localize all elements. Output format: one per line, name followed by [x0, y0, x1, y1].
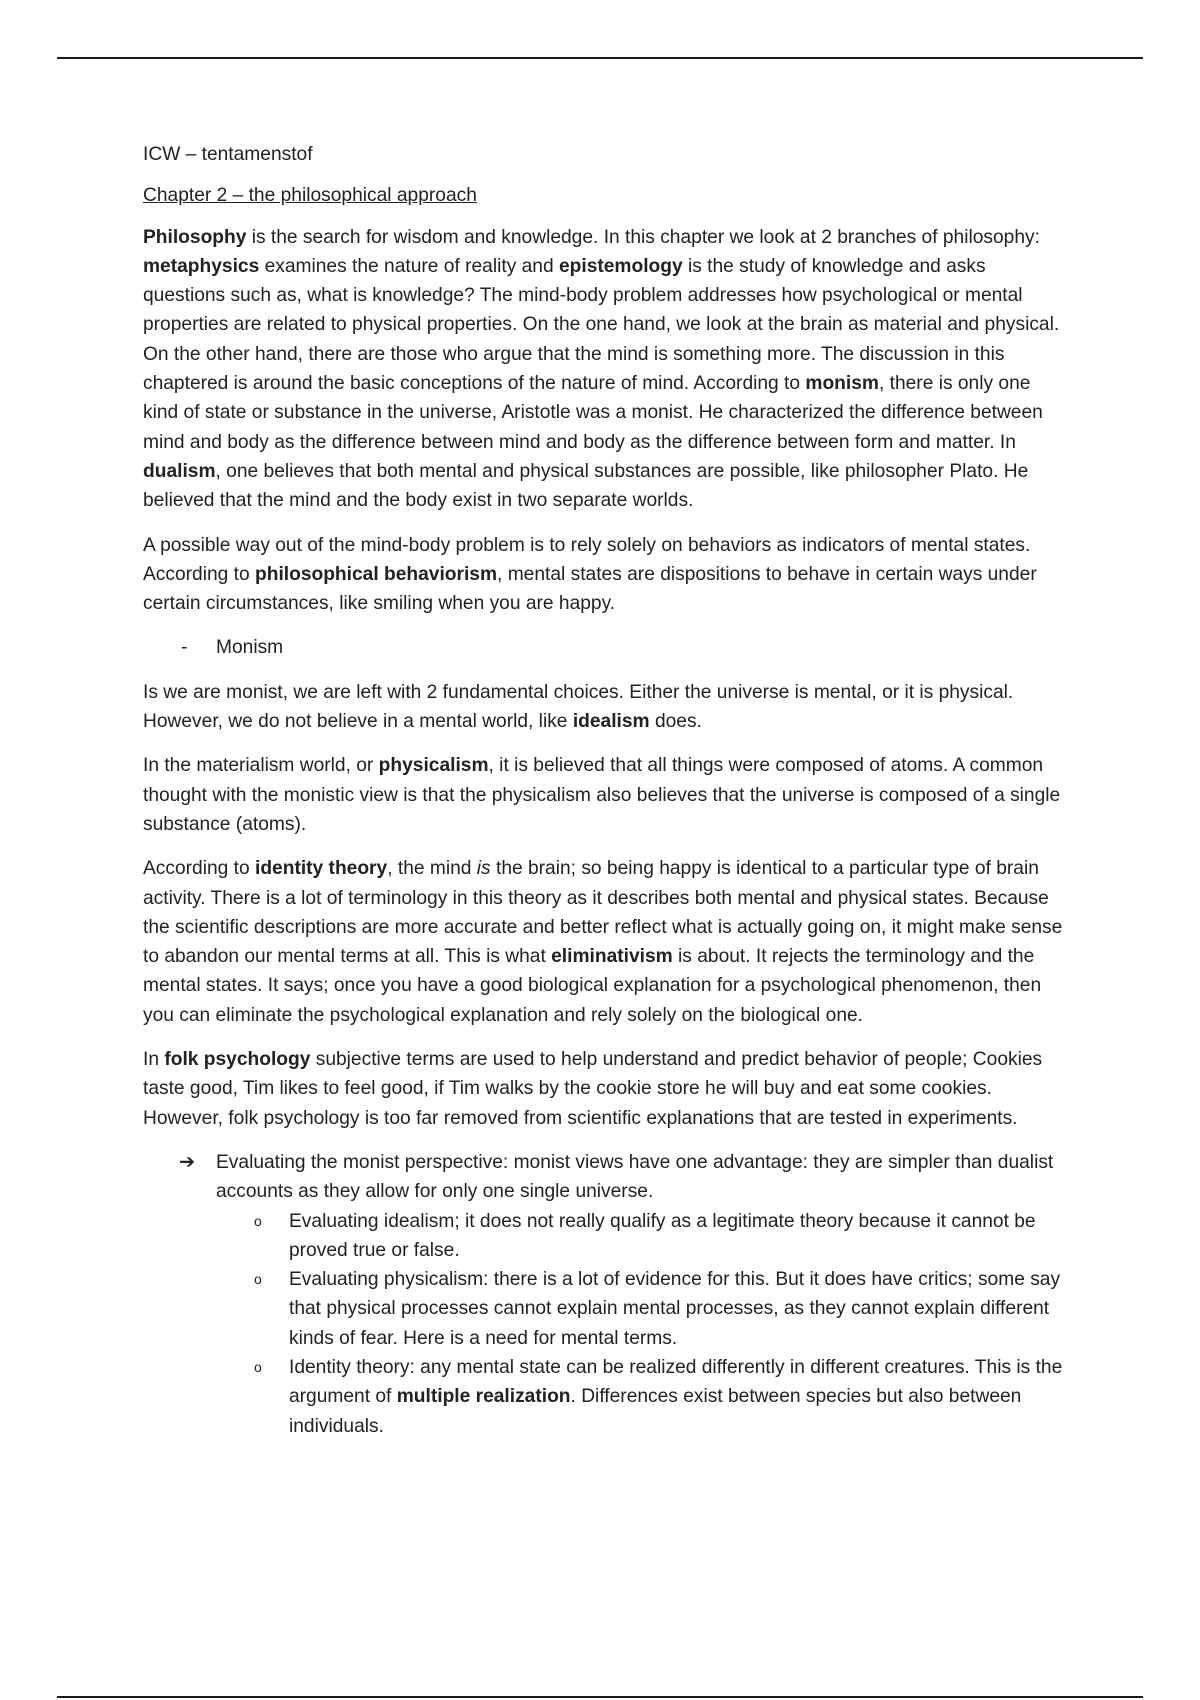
paragraph-folk-psychology — [143, 1045, 1063, 1133]
term-physicalism: physicalism — [378, 755, 489, 777]
dash-bullet: - — [181, 637, 188, 659]
sublist-item-identity-theory — [216, 1353, 1063, 1441]
text-span: is the study of knowledge and asks questions such as, what is knowledge? The mind-body problem addresses how psychological or mental properties are related to physical properties. On the one hand, we look at the brain as material and physical. On the other hand, there are those who argue that the mind is something more. The discussion in this chaptered is around the basic conceptions of the nature of mind. According to — [143, 255, 1060, 395]
chapter-heading: Chapter 2 – the philosophical approach — [143, 185, 477, 207]
list-item-label: Monism — [216, 637, 284, 659]
arrow-right-icon: ➔ — [179, 1151, 196, 1173]
text-span: According to — [143, 858, 255, 880]
text-span: , it is believed that all things were composed of atoms. A common thought with the monistic view is that the physicalism also believes that the universe is composed of a single substance (atoms). — [143, 755, 1061, 835]
text-span: , one believes that both mental and physical substances are possible, like philosopher Plato. He believed that the mind and the body exist in two separate worlds. — [143, 460, 1029, 512]
footer-rule — [57, 1696, 1143, 1698]
sublist-item-text: Evaluating idealism; it does not really qualify as a legitimate theory because it cannot be proved true or false. — [289, 1210, 1036, 1261]
term-philosophical-behaviorism: philosophical behaviorism — [255, 563, 498, 585]
text-span: does. — [649, 711, 702, 733]
paragraph-identity-theory — [143, 854, 1063, 1030]
sublist-item-idealism — [216, 1207, 1063, 1266]
paragraph-philosophy — [143, 223, 1063, 516]
text-span: In — [143, 1049, 165, 1071]
emphasis-is: is — [476, 858, 491, 880]
document-body — [143, 140, 1063, 1441]
text-span: subjective terms are used to help understand and predict behavior of people; Cookies taste good, Tim likes to feel good, if Tim walks by the cookie store he will buy and eat some cookies. However, folk psychology is too far removed from scientific explanations that are tested in experiments. — [143, 1049, 1043, 1129]
list-item-text: Evaluating the monist perspective: monist views have one advantage: they are simpler than dualist accounts as they allow for only one single universe. — [216, 1151, 1054, 1203]
text-span: A possible way out of the mind-body problem is to rely solely on behaviors as indicators of mental states. According to — [143, 534, 1031, 585]
paragraph-behaviorism — [143, 531, 1063, 619]
text-span: Identity theory: any mental state can be realized differently in different creatures. This is the argument of — [289, 1356, 1063, 1408]
text-span: In the materialism world, or — [143, 755, 379, 777]
term-folk-psychology: folk psychology — [164, 1049, 311, 1071]
term-monism: monism — [805, 373, 879, 395]
list-item-monist-perspective — [143, 1148, 1063, 1441]
text-span: . Differences exist between species but also between individuals. — [289, 1386, 1022, 1437]
document-title: ICW – tentamenstof — [143, 144, 313, 165]
evaluation-sublist — [216, 1207, 1063, 1441]
text-span: the brain; so being happy is identical to a particular type of brain activity. There is a lot of terminology in this theory as it describes both mental and physical states. Because the scientific descriptions are more accurate and better reflect what is actually going on, it might make sense to abandon our mental terms at all. This is what — [143, 858, 1063, 968]
term-epistemology: epistemology — [558, 255, 683, 277]
term-philosophy: Philosophy — [143, 226, 247, 248]
circle-bullet-icon: o — [254, 1358, 262, 1375]
text-span: examines the nature of reality and — [259, 255, 559, 277]
text-span: , there is only one kind of state or substance in the universe, Aristotle was a monist. He characterized the difference between mind and body as the difference between mind and body as the difference between form and matter. In — [143, 373, 1043, 453]
text-span: is the search for wisdom and knowledge. In this chapter we look at 2 branches of philosophy: — [246, 226, 1040, 248]
term-eliminativism: eliminativism — [551, 946, 673, 968]
text-span: , the mind — [387, 858, 477, 880]
term-idealism: idealism — [572, 711, 650, 733]
circle-bullet-icon: o — [254, 1271, 262, 1288]
paragraph-physicalism — [143, 751, 1063, 839]
text-span: , mental states are dispositions to behave in certain ways under certain circumstances, like smiling when you are happy. — [143, 563, 1037, 615]
term-dualism: dualism — [143, 460, 216, 482]
term-identity-theory: identity theory — [255, 858, 388, 880]
text-span: Is we are monist, we are left with 2 fundamental choices. Either the universe is mental, or it is physical. However, we do not believe in a mental world, like — [143, 681, 1014, 733]
evaluation-list — [143, 1148, 1063, 1441]
sublist-item-text: Evaluating physicalism: there is a lot of evidence for this. But it does have critics; some say that physical processes cannot explain mental processes, as they cannot explain different kinds of fear. Here is a need for mental terms. — [289, 1269, 1061, 1349]
sublist-item-physicalism — [216, 1265, 1063, 1353]
term-metaphysics: metaphysics — [143, 255, 260, 277]
header-rule — [57, 57, 1143, 59]
text-span: is about. It rejects the terminology and the mental states. It says; once you have a good biological explanation for a psychological phenomenon, then you can eliminate the psychological explanation and rely solely on the biological one. — [143, 946, 1042, 1026]
term-multiple-realization: multiple realization — [396, 1386, 571, 1408]
list-item-monism — [143, 633, 1063, 662]
paragraph-idealism — [143, 678, 1063, 737]
circle-bullet-icon: o — [254, 1212, 262, 1229]
